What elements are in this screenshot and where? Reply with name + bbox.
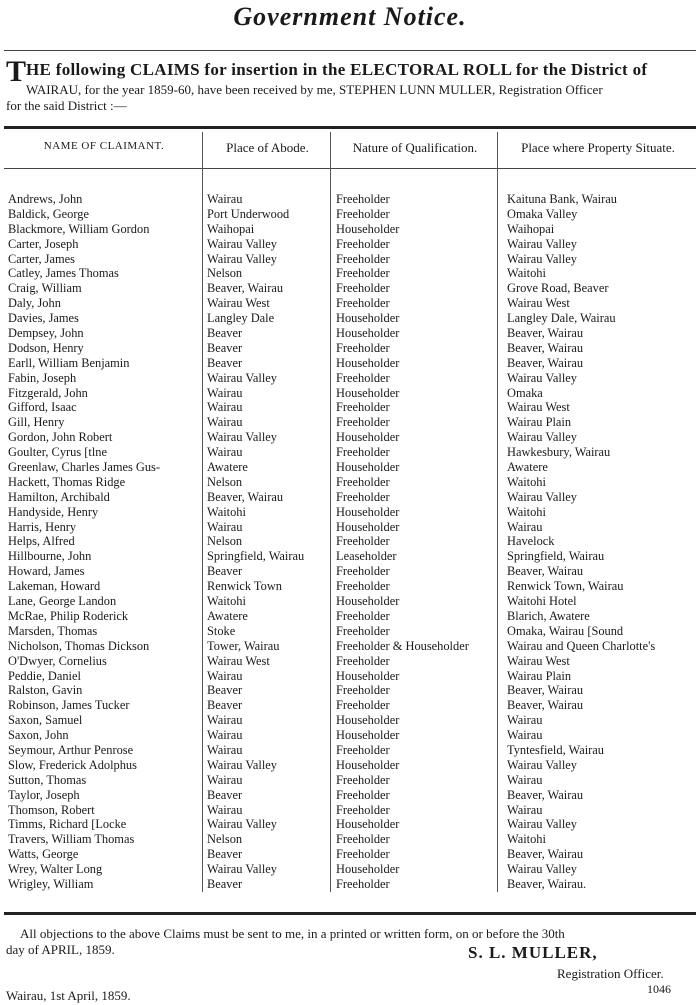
claimant-name: Gifford, Isaac [8,400,77,415]
claimant-name: Seymour, Arthur Penrose [8,742,134,757]
property-location: Beaver, Wairau [507,326,584,341]
place-of-abode: Beaver [207,847,243,862]
drop-cap: T [6,55,27,88]
property-location: Waitohi Hotel [507,594,577,609]
nature-of-qualification: Householder [336,519,400,534]
nature-of-qualification: Householder [336,817,400,832]
nature-of-qualification: Freeholder [336,787,390,802]
place-of-abode: Wairau [207,713,243,728]
nature-of-qualification: Freeholder [336,206,390,221]
nature-of-qualification: Freeholder [336,683,390,698]
nature-of-qualification: Householder [336,460,400,475]
objection-notice-line-2: day of APRIL, 1859. [6,942,115,957]
place-of-abode: Wairau Valley [207,251,277,266]
column-divider [330,132,331,892]
heading-rule [4,50,696,51]
property-location: Havelock [507,534,555,549]
qualification-column [336,192,496,892]
property-location: Beaver, Wairau [507,698,584,713]
claimant-name: Andrews, John [8,192,83,206]
claimant-name: Taylor, Joseph [8,787,80,802]
claimant-name: Helps, Alfred [8,534,75,549]
claimant-name: McRae, Philip Roderick [8,608,129,623]
nature-of-qualification: Freeholder [336,832,390,847]
property-location: Wairau Plain [507,668,572,683]
place-of-abode: Wairau [207,192,243,206]
nature-of-qualification: Freeholder [336,445,390,460]
property-location: Omaka, Wairau [Sound [507,623,624,638]
property-location: Wairau [507,772,543,787]
column-header-name: NAME OF CLAIMANT. [43,140,165,152]
place-of-abode: Beaver [207,355,243,370]
property-location: Waitohi [507,832,546,847]
nature-of-qualification: Freeholder [336,742,390,757]
place-of-abode: Wairau [207,400,243,415]
property-location: Wairau [507,728,543,743]
property-location: Wairau and Queen Charlotte's [507,638,656,653]
signatory-title: Registration Officer. [557,966,664,981]
property-location: Wairau Valley [507,430,577,445]
claimant-name: Slow, Frederick Adolphus [8,757,137,772]
nature-of-qualification: Householder [336,728,400,743]
nature-of-qualification: Freeholder [336,474,390,489]
claimant-name: O'Dwyer, Cornelius [8,653,107,668]
property-location: Langley Dale, Wairau [507,311,616,326]
signature: S. L. MULLER, [468,943,598,962]
place-of-abode: Nelson [207,266,243,281]
claimant-name: Saxon, Samuel [8,713,83,728]
claimant-name: Lane, George Landon [8,594,117,609]
objection-notice-line-1: All objections to the above Claims must be sent to me, in a printed or written form, on or before the 30th [20,926,565,941]
place-of-abode: Langley Dale [207,311,275,326]
nature-of-qualification: Householder [336,757,400,772]
nature-of-qualification: Householder [336,504,400,519]
property-location: Hawkesbury, Wairau [507,445,611,460]
property-location: Wairau Valley [507,370,577,385]
nature-of-qualification: Freeholder [336,876,390,891]
claimant-name: Blackmore, William Gordon [8,221,150,236]
property-location: Beaver, Wairau [507,683,584,698]
claimant-name: Hillbourne, John [8,549,92,564]
place-and-date: Wairau, 1st April, 1859. [6,988,131,1003]
property-location: Springfield, Wairau [507,549,605,564]
property-location: Waihopai [507,221,555,236]
nature-of-qualification: Freeholder & Householder [336,638,469,653]
place-of-abode: Nelson [207,832,243,847]
nature-of-qualification: Householder [336,355,400,370]
property-column [507,192,697,892]
place-of-abode: Wairau [207,668,243,683]
claimant-name: Saxon, John [8,728,69,743]
nature-of-qualification: Householder [336,311,400,326]
claimant-name: Wrigley, William [8,876,94,891]
column-header-property: Place where Property Situate. [521,140,675,155]
nature-of-qualification: Householder [336,326,400,341]
property-location: Beaver, Wairau [507,787,584,802]
place-of-abode: Awatere [207,608,248,623]
property-location: Omaka [507,385,543,400]
claimant-name: Davies, James [8,311,79,326]
header-rule [4,168,696,169]
claimant-name: Fabin, Joseph [8,370,77,385]
nature-of-qualification: Freeholder [336,370,390,385]
abode-column [207,192,329,892]
claimant-name: Sutton, Thomas [8,772,87,787]
place-of-abode: Wairau West [207,296,270,311]
nature-of-qualification: Householder [336,430,400,445]
property-location: Wairau [507,519,543,534]
place-of-abode: Wairau Valley [207,430,277,445]
nature-of-qualification: Householder [336,221,400,236]
claimant-names-column [8,192,200,892]
property-location: Beaver, Wairau [507,564,584,579]
nature-of-qualification: Householder [336,713,400,728]
property-location: Wairau Valley [507,251,577,266]
claimant-name: Handyside, Henry [8,504,99,519]
claimant-name: Catley, James Thomas [8,266,119,281]
claimant-name: Hamilton, Archibald [8,489,110,504]
claimant-name: Carter, Joseph [8,236,79,251]
claimant-name: Dempsey, John [8,326,84,341]
place-of-abode: Wairau [207,772,243,787]
place-of-abode: Awatere [207,460,248,475]
notice-heading: Government Notice. [233,2,467,31]
intro-line-3: for the said District :— [6,98,127,113]
place-of-abode: Beaver [207,683,243,698]
property-location: Kaituna Bank, Wairau [507,192,617,206]
nature-of-qualification: Freeholder [336,236,390,251]
place-of-abode: Port Underwood [207,206,290,221]
nature-of-qualification: Freeholder [336,698,390,713]
property-location: Waitohi [507,474,546,489]
place-of-abode: Beaver [207,340,243,355]
claimant-name: Harris, Henry [8,519,77,534]
intro-paragraph [6,55,696,114]
nature-of-qualification: Freeholder [336,266,390,281]
property-location: Wairau Valley [507,489,577,504]
claimant-name: Hackett, Thomas Ridge [8,474,126,489]
place-of-abode: Wairau [207,415,243,430]
property-location: Beaver, Wairau. [507,876,587,891]
claimant-name: Watts, George [8,847,79,862]
nature-of-qualification: Freeholder [336,564,390,579]
place-of-abode: Springfield, Wairau [207,549,305,564]
claimant-name: Thomson, Robert [8,802,95,817]
nature-of-qualification: Householder [336,594,400,609]
nature-of-qualification: Freeholder [336,489,390,504]
property-location: Wairau Plain [507,415,572,430]
nature-of-qualification: Householder [336,385,400,400]
nature-of-qualification: Freeholder [336,653,390,668]
nature-of-qualification: Freeholder [336,847,390,862]
property-location: Wairau Valley [507,817,577,832]
claimant-name: Gordon, John Robert [8,430,113,445]
claimant-name: Carter, James [8,251,75,266]
property-location: Wairau [507,713,543,728]
claimant-name: Craig, William [8,281,82,296]
claimant-name: Fitzgerald, John [8,385,88,400]
place-of-abode: Beaver [207,698,243,713]
column-header-abode: Place of Abode. [226,140,309,155]
place-of-abode: Beaver, Wairau [207,281,284,296]
claimant-name: Daly, John [8,296,61,311]
claimant-name: Baldick, George [8,206,89,221]
place-of-abode: Wairau [207,519,243,534]
claimant-name: Marsden, Thomas [8,623,98,638]
place-of-abode: Wairau [207,445,243,460]
property-location: Wairau West [507,296,570,311]
place-of-abode: Waitohi [207,594,246,609]
place-of-abode: Nelson [207,534,243,549]
nature-of-qualification: Leaseholder [336,549,397,564]
table-bottom-rule [4,912,696,915]
nature-of-qualification: Freeholder [336,623,390,638]
claimant-name: Gill, Henry [8,415,65,430]
property-location: Wairau [507,802,543,817]
property-location: Beaver, Wairau [507,340,584,355]
table-top-rule [4,126,696,129]
nature-of-qualification: Freeholder [336,400,390,415]
property-location: Awatere [507,460,548,475]
claimant-name: Dodson, Henry [8,340,84,355]
property-location: Grove Road, Beaver [507,281,609,296]
nature-of-qualification: Freeholder [336,296,390,311]
property-location: Wairau Valley [507,236,577,251]
place-of-abode: Wairau Valley [207,370,277,385]
claimant-name: Peddie, Daniel [8,668,81,683]
claimant-name: Nicholson, Thomas Dickson [8,638,150,653]
place-of-abode: Waihopai [207,221,255,236]
property-location: Renwick Town, Wairau [507,579,624,594]
place-of-abode: Wairau [207,385,243,400]
nature-of-qualification: Freeholder [336,251,390,266]
nature-of-qualification: Freeholder [336,415,390,430]
place-of-abode: Beaver [207,876,243,891]
notice-number: 1046 [647,982,671,996]
column-divider [202,132,203,892]
property-location: Wairau West [507,400,570,415]
column-header-qualification: Nature of Qualification. [352,140,478,155]
claimant-name: Howard, James [8,564,85,579]
nature-of-qualification: Householder [336,862,400,877]
property-location: Beaver, Wairau [507,847,584,862]
claimant-name: Robinson, James Tucker [8,698,130,713]
intro-line-2: WAIRAU, for the year 1859-60, have been received by me, STEPHEN LUNN MULLER, Registration Officer [26,82,603,97]
place-of-abode: Beaver [207,564,243,579]
place-of-abode: Wairau [207,802,243,817]
place-of-abode: Nelson [207,474,243,489]
place-of-abode: Tower, Wairau [207,638,280,653]
nature-of-qualification: Freeholder [336,608,390,623]
place-of-abode: Wairau [207,728,243,743]
place-of-abode: Wairau Valley [207,817,277,832]
nature-of-qualification: Freeholder [336,340,390,355]
property-location: Tyntesfield, Wairau [507,742,604,757]
property-location: Wairau West [507,653,570,668]
property-location: Omaka Valley [507,206,578,221]
place-of-abode: Wairau Valley [207,757,277,772]
place-of-abode: Waitohi [207,504,246,519]
property-location: Beaver, Wairau [507,355,584,370]
place-of-abode: Beaver [207,787,243,802]
nature-of-qualification: Freeholder [336,534,390,549]
property-location: Blarich, Awatere [507,608,590,623]
place-of-abode: Wairau [207,742,243,757]
claimant-name: Ralston, Gavin [8,683,83,698]
property-location: Waitohi [507,266,546,281]
nature-of-qualification: Freeholder [336,772,390,787]
nature-of-qualification: Freeholder [336,192,390,206]
property-location: Wairau Valley [507,757,577,772]
place-of-abode: Stoke [207,623,236,638]
intro-line-1: HE following CLAIMS for insertion in the ELECTORAL ROLL for the District of [26,60,648,79]
place-of-abode: Beaver, Wairau [207,489,284,504]
claimant-name: Wrey, Walter Long [8,862,103,877]
claimant-name: Goulter, Cyrus [tlne [8,445,107,460]
place-of-abode: Wairau Valley [207,236,277,251]
place-of-abode: Renwick Town [207,579,282,594]
property-location: Waitohi [507,504,546,519]
claimant-name: Travers, William Thomas [8,832,135,847]
place-of-abode: Beaver [207,326,243,341]
nature-of-qualification: Householder [336,668,400,683]
claimant-name: Lakeman, Howard [8,579,101,594]
nature-of-qualification: Freeholder [336,802,390,817]
nature-of-qualification: Freeholder [336,281,390,296]
claimant-name: Timms, Richard [Locke [8,817,127,832]
nature-of-qualification: Freeholder [336,579,390,594]
place-of-abode: Wairau Valley [207,862,277,877]
claimant-name: Greenlaw, Charles James Gus- [8,460,160,475]
claimant-name: Earll, William Benjamin [8,355,130,370]
place-of-abode: Wairau West [207,653,270,668]
property-location: Wairau Valley [507,862,577,877]
column-divider [497,132,498,892]
